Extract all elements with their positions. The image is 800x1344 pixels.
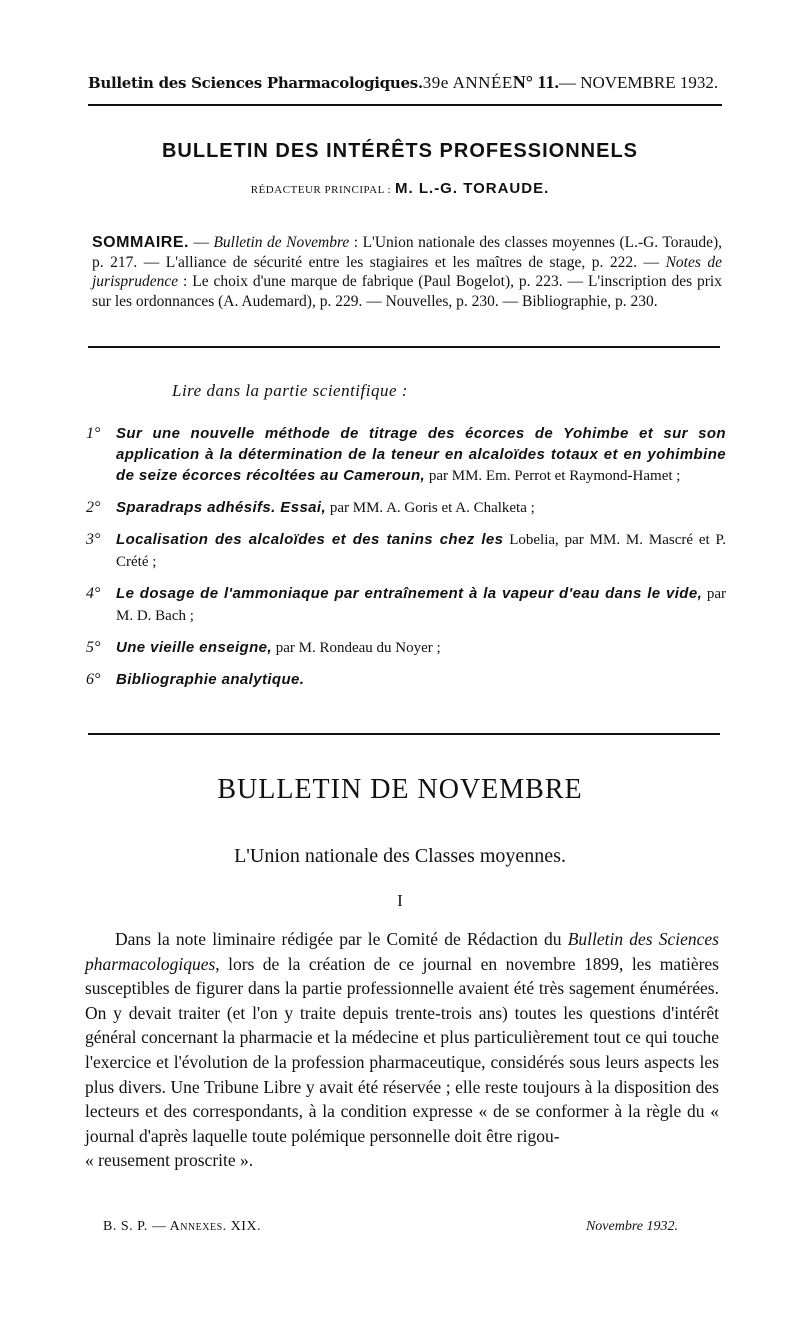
article-author: par MM. Em. Perrot et Raymond-Hamet ; [425, 468, 681, 484]
list-item [86, 637, 726, 659]
item-number: 1° [86, 425, 101, 442]
paragraph: Dans la note liminaire rédigée par le Comité de Rédaction du Bulletin des Sciences pharmacologiques, lors de la création de ce journal en novembre 1899, les matières susceptibles de figurer dans la partie professionnelle avaient été très sagement énumérées. On y devait traiter (et l'on y traite depuis trente-trois ans) toutes les questions d'intérêt général concernant la pharmacie et la médecine et plus particulièrement tout ce qui touche l'exercice et l'évolution de la profession pharmaceutique, considérés sous leurs aspects les plus divers. Une Tribune Libre y avait été réservée ; elle reste toujours à la disposition des lecteurs et des correspondants, à la condition expresse « de se conformer à la règle du « journal d'après laquelle toute polémique personnelle doit être rigou- « reusement proscrite ». [85, 929, 719, 1171]
article-author: Lobelia, par MM. M. Mascré et P. Crété ; [116, 532, 726, 570]
table-of-contents: SOMMAIRE. — Bulletin de Novembre : L'Union nationale des classes moyennes (L.-G. Toraude), p. 217. — L'alliance de sécurité entre les stagiaires et les maîtres de stage, p. 222. — Notes de jurisprudence : Le choix d'une marque de fabrique (Paul Bogelot), p. 223. — L'inscription des prix sur les ordonnances (A. Audemard), p. 229. — Nouvelles, p. 230. — Bibliographie, p. 230. [92, 234, 723, 310]
article-body [85, 927, 719, 1173]
item-number: 4° [86, 585, 101, 602]
item-number: 3° [86, 531, 101, 548]
issue-number: N° 11. [512, 72, 559, 92]
running-head [88, 72, 718, 93]
item-number: 6° [86, 671, 101, 688]
article-title: Bibliographie analytique. [116, 671, 305, 688]
list-item [86, 529, 726, 573]
article-author: par MM. A. Goris et A. Chalketa ; [326, 500, 535, 516]
section-heading: BULLETIN DES INTÉRÊTS PROFESSIONNELS [161, 140, 639, 162]
editor-line [0, 180, 800, 198]
item-number: 2° [86, 499, 101, 516]
toc-entry-text: : L'Union nationale des classes moyennes (L.-G. Toraude), p. 217. [92, 234, 722, 271]
toc-entry-text: — L'alliance de sécurité entre les stagiaires et les maîtres de stage, p. 222. [137, 253, 638, 271]
list-item [86, 669, 726, 690]
editor-label: RÉDACTEUR PRINCIPAL : [250, 184, 392, 196]
journal-name: Bulletin des Sciences Pharmacologiques. [88, 74, 423, 92]
sommaire-label: SOMMAIRE. [92, 234, 189, 251]
bottom-rule [88, 733, 720, 735]
toc-entry-text: : Le choix d'une marque de fabrique (Paul Bogelot), p. 223. [178, 273, 563, 290]
article-author: par M. D. Bach ; [116, 586, 726, 624]
list-item [86, 497, 726, 519]
issue-date: — NOVEMBRE 1932. [558, 73, 719, 92]
toc-entry-title: Bulletin de Novembre [213, 234, 350, 251]
article-title: Localisation des alcaloïdes et des tanins chez les [116, 531, 504, 548]
toc-entry-text: — L'inscription des prix sur les ordonnances (A. Audemard), p. 229. — Nouvelles, p. 230. — Bibliographie, p. 230. [92, 273, 722, 310]
article-main-title: BULLETIN DE NOVEMBRE [217, 774, 583, 805]
toc-entry-title: Notes de jurisprudence [92, 253, 723, 290]
item-number: 5° [86, 639, 101, 656]
list-item [86, 583, 726, 627]
volume-year: 39e ANNÉE [422, 73, 513, 92]
scientific-part-intro: Lire dans la partie scientifique : [172, 381, 408, 400]
article-title: Sur une nouvelle méthode de titrage des écorces de Yohimbe et sur son application à la détermination de la teneur en alcaloïdes totaux et en yohimbine de seize écorces récoltées au Cameroun, [116, 425, 726, 484]
article-title: Le dosage de l'ammoniaque par entraînement à la vapeur d'eau dans le vide, [116, 585, 703, 602]
footer-right: Novembre 1932. [585, 1219, 678, 1234]
top-rule [88, 104, 722, 106]
article-title: Sparadraps adhésifs. Essai, [116, 499, 327, 516]
section-number: I [397, 891, 403, 910]
article-title: Une vieille enseigne, [116, 639, 272, 656]
journal-reference: Bulletin des Sciences pharmacologiques [85, 929, 719, 974]
editor-name: M. L.-G. TORAUDE. [395, 180, 550, 197]
article-subtitle: L'Union nationale des Classes moyennes. [234, 845, 566, 867]
footer-left: B. S. P. — Annexes. XIX. [103, 1219, 262, 1234]
middle-rule [88, 346, 720, 348]
article-list [86, 423, 726, 700]
page-footer [103, 1219, 678, 1235]
article-author: par M. Rondeau du Noyer ; [271, 640, 441, 656]
list-item [86, 423, 726, 487]
